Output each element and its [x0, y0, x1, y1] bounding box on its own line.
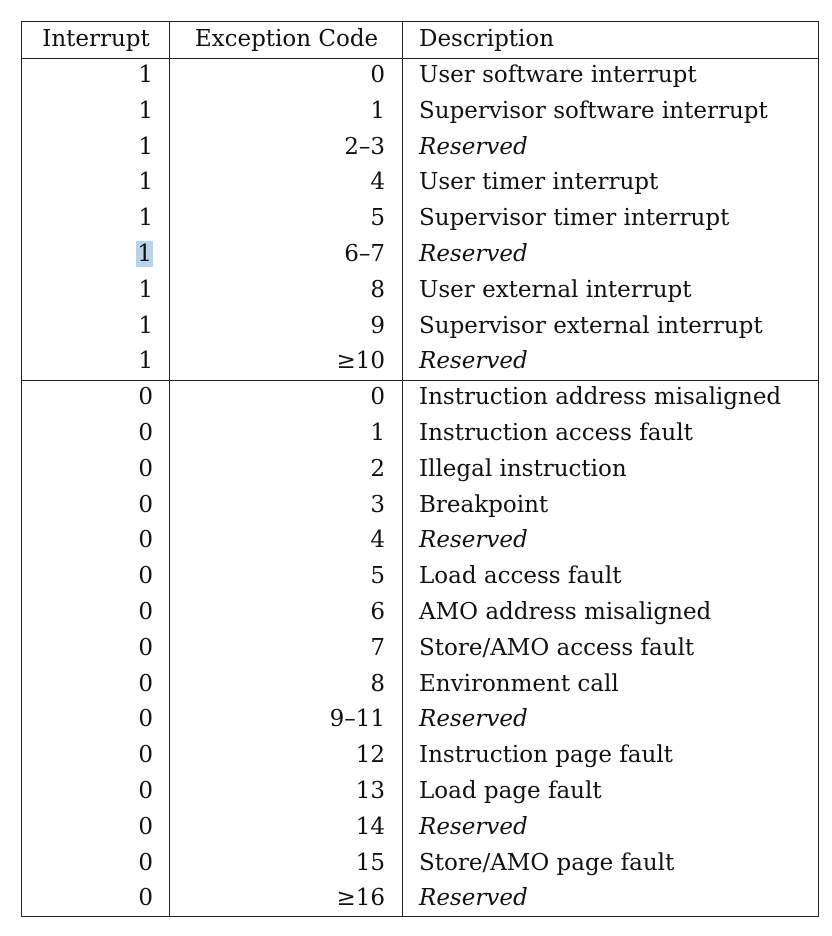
table-row [22, 416, 818, 452]
table-row [22, 273, 818, 309]
description-cell: Supervisor timer interrupt [419, 205, 730, 232]
table-row [22, 488, 818, 524]
exception-code-cell: 5 [370, 205, 385, 232]
description-cell: Breakpoint [419, 491, 549, 518]
interrupt-cell [22, 631, 153, 667]
table-row [22, 810, 818, 846]
header-exception-code: Exception Code [194, 26, 379, 52]
interrupt-cell [22, 738, 153, 774]
table-row [22, 452, 818, 488]
table-row [22, 846, 818, 882]
description-cell: User software interrupt [419, 62, 697, 88]
exception-code-cell: 9–11 [329, 706, 385, 733]
table-row [22, 631, 818, 667]
description-cell: User timer interrupt [419, 169, 659, 196]
interrupt-cell [22, 309, 153, 345]
interrupt-value: 1 [138, 97, 153, 124]
interrupt-value: 0 [138, 670, 153, 697]
exception-code-cell: 4 [370, 169, 385, 196]
exception-code-cell: ≥10 [336, 348, 385, 375]
table-row [22, 309, 818, 345]
exception-code-cell: 9 [370, 312, 385, 339]
table-row [22, 702, 818, 738]
table-row [22, 559, 818, 595]
description-cell: Environment call [419, 670, 619, 697]
exception-code-cell: 0 [370, 62, 385, 88]
interrupt-cell [22, 595, 153, 631]
interrupt-value: 0 [138, 813, 153, 840]
exception-code-cell: 6 [370, 599, 385, 625]
interrupt-value: 0 [138, 885, 153, 912]
interrupt-cell [22, 810, 153, 846]
table-row [22, 58, 818, 94]
exception-code-cell: 0 [370, 384, 385, 411]
table-row [22, 774, 818, 810]
interrupt-cell [22, 58, 153, 94]
table-row [22, 738, 818, 774]
interrupt-cell [22, 846, 153, 882]
description-cell: Load page fault [419, 778, 602, 804]
table-row [22, 667, 818, 703]
header-interrupt: Interrupt [42, 26, 150, 52]
exception-code-cell: 8 [370, 670, 385, 697]
table-row [22, 237, 818, 273]
table-row [22, 94, 818, 130]
table-row [22, 201, 818, 237]
description-cell: Reserved [419, 133, 528, 160]
description-cell: Reserved [419, 241, 528, 267]
description-cell: Instruction address misaligned [419, 384, 782, 411]
table-row [22, 130, 818, 166]
description-cell: Reserved [419, 885, 528, 912]
interrupt-cell [22, 380, 153, 416]
interrupt-value: 0 [138, 742, 153, 769]
interrupt-value: 0 [138, 849, 153, 876]
table-row [22, 881, 818, 917]
description-cell: Store/AMO page fault [419, 849, 675, 876]
interrupt-cell [22, 702, 153, 738]
exception-code-cell: 6–7 [344, 241, 385, 267]
interrupt-cell [22, 201, 153, 237]
interrupt-value: 1 [138, 276, 153, 303]
table-row [22, 523, 818, 559]
interrupt-value: 0 [138, 527, 153, 554]
description-cell: Reserved [419, 706, 528, 733]
exception-code-cell: 1 [370, 420, 385, 446]
exception-code-cell: 15 [355, 849, 385, 876]
interrupt-cell [22, 667, 153, 703]
interrupt-cell [22, 237, 153, 273]
interrupt-value: 1 [138, 312, 153, 339]
interrupt-value: 0 [138, 455, 153, 482]
interrupt-value: 1 [138, 169, 153, 196]
interrupt-value: 0 [138, 384, 153, 411]
interrupt-cell [22, 344, 153, 380]
interrupt-value: 0 [138, 778, 153, 804]
interrupt-value: 1 [138, 205, 153, 232]
exception-code-cell: 1 [370, 97, 385, 124]
header-description: Description [419, 26, 555, 52]
description-cell: Load access fault [419, 563, 622, 590]
exception-code-cell: 13 [355, 778, 385, 804]
interrupt-cell [22, 523, 153, 559]
description-cell: AMO address misaligned [419, 599, 712, 625]
description-cell: Supervisor external interrupt [419, 312, 763, 339]
interrupt-cell [22, 94, 153, 130]
description-cell: Instruction access fault [419, 420, 693, 446]
interrupt-value: 1 [138, 348, 153, 375]
table-header [22, 22, 818, 58]
interrupt-value: 1 [137, 241, 152, 267]
interrupt-value: 0 [138, 706, 153, 733]
description-cell: User external interrupt [419, 276, 692, 303]
interrupt-cell [22, 774, 153, 810]
exception-code-cell: 7 [370, 634, 385, 661]
interrupt-cell [22, 559, 153, 595]
interrupt-value: 0 [138, 599, 153, 625]
description-cell: Reserved [419, 813, 528, 840]
exception-code-cell: 2–3 [344, 133, 385, 160]
exception-code-cell: 8 [370, 276, 385, 303]
exception-code-cell: 4 [370, 527, 385, 554]
table-row [22, 165, 818, 201]
interrupt-cell [22, 488, 153, 524]
interrupt-value: 0 [138, 563, 153, 590]
description-cell: Illegal instruction [419, 455, 627, 482]
interrupt-value: 0 [138, 491, 153, 518]
interrupt-value: 0 [138, 420, 153, 446]
interrupt-value: 0 [138, 634, 153, 661]
table-row [22, 380, 818, 416]
interrupt-cell [22, 881, 153, 917]
table-row [22, 595, 818, 631]
interrupt-cell [22, 165, 153, 201]
table-row [22, 344, 818, 380]
interrupt-cell [22, 452, 153, 488]
exception-code-table [21, 21, 819, 917]
description-cell: Supervisor software interrupt [419, 97, 768, 124]
exception-code-cell: 3 [370, 491, 385, 518]
interrupt-cell [22, 416, 153, 452]
exception-code-cell: 14 [355, 813, 385, 840]
description-cell: Reserved [419, 348, 528, 375]
interrupt-cell [22, 273, 153, 309]
exception-code-cell: ≥16 [336, 885, 385, 912]
exception-code-cell: 12 [355, 742, 385, 769]
description-cell: Store/AMO access fault [419, 634, 695, 661]
interrupt-value: 1 [138, 62, 153, 88]
description-cell: Instruction page fault [419, 742, 673, 769]
interrupt-value: 1 [138, 133, 153, 160]
exception-code-cell: 2 [370, 455, 385, 482]
interrupt-cell [22, 130, 153, 166]
description-cell: Reserved [419, 527, 528, 554]
exception-code-cell: 5 [370, 563, 385, 590]
